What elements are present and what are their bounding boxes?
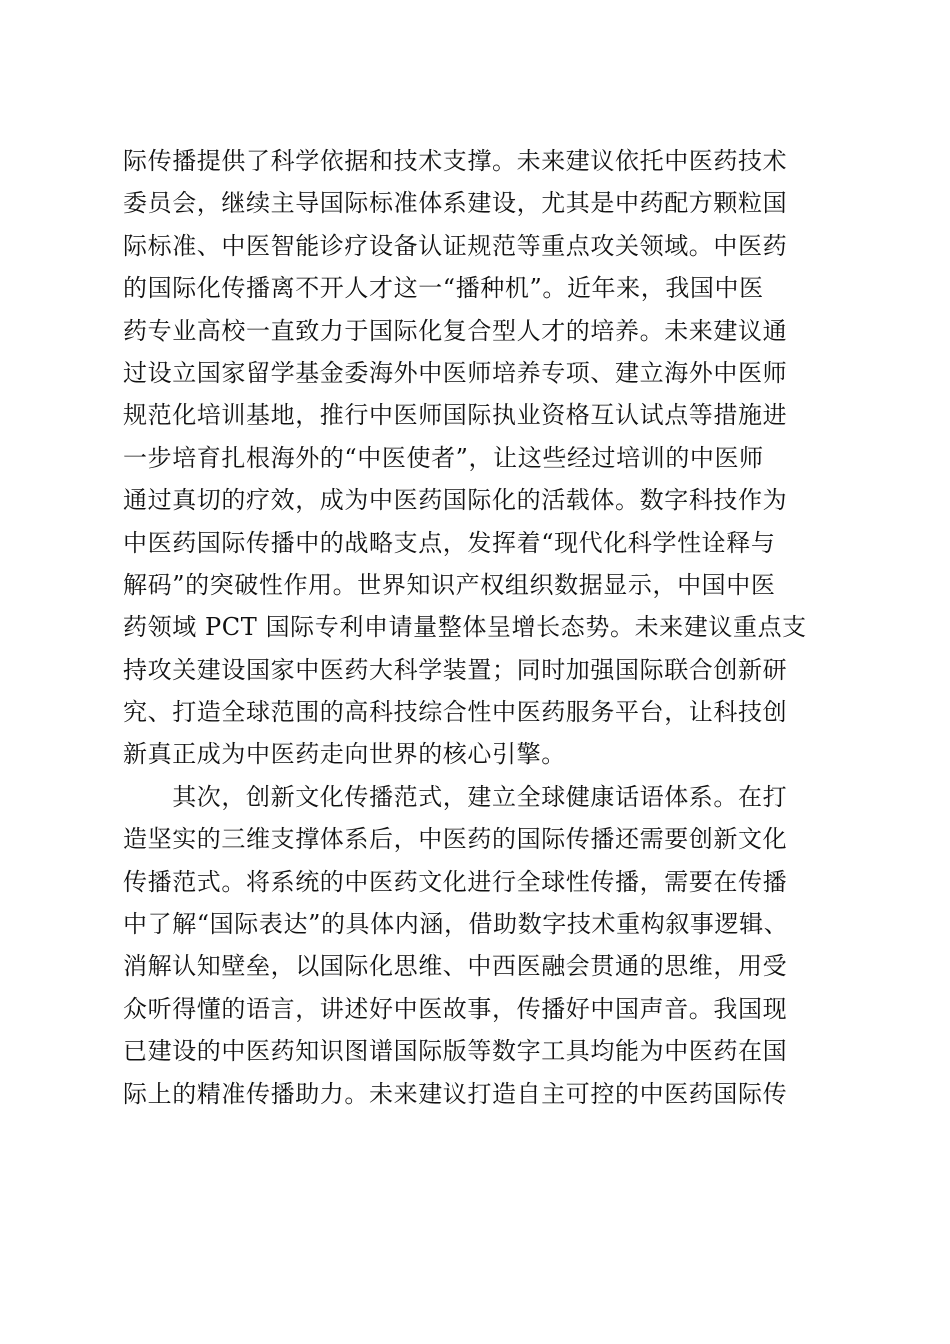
text-line: 过设立国家留学基金委海外中医师培养专项、建立海外中医师 [123, 358, 788, 387]
text-line: 的国际化传播离不开人才这一“播种机”。近年来，我国中医 [123, 274, 764, 303]
text-line: 药领域 PCT 国际专利申请量整体呈增长态势。未来建议重点支 [123, 613, 807, 642]
text-line: 规范化培训基地，推行中医师国际执业资格互认试点等措施进 [123, 401, 788, 430]
paragraph-1 [123, 140, 833, 776]
text-line: 究、打造全球范围的高科技综合性中医药服务平台，让科技创 [123, 698, 788, 727]
text-line: 传播范式。将系统的中医药文化进行全球性传播，需要在传播 [123, 867, 788, 896]
text-line: 解码”的突破性作用。世界知识产权组织数据显示，中国中医 [123, 570, 776, 599]
text-line: 其次，创新文化传播范式，建立全球健康话语体系。在打 [123, 782, 788, 811]
text-line: 消解认知壁垒，以国际化思维、中西医融会贯通的思维，用受 [123, 952, 788, 981]
text-line: 已建设的中医药知识图谱国际版等数字工具均能为中医药在国 [123, 1037, 788, 1066]
text-line: 际标准、中医智能诊疗设备认证规范等重点攻关领域。中医药 [123, 231, 788, 260]
text-line: 药专业高校一直致力于国际化复合型人才的培养。未来建议通 [123, 316, 788, 345]
text-line: 通过真切的疗效，成为中医药国际化的活载体。数字科技作为 [123, 486, 788, 515]
text-line: 际传播提供了科学依据和技术支撑。未来建议依托中医药技术 [123, 147, 788, 175]
text-line: 际上的精准传播助力。未来建议打造自主可控的中医药国际传 [123, 1079, 788, 1108]
text-line: 中了解“国际表达”的具体内涵，借助数字技术重构叙事逻辑、 [123, 910, 789, 939]
text-line: 委员会，继续主导国际标准体系建设，尤其是中药配方颗粒国 [123, 189, 788, 218]
text-line: 造坚实的三维支撑体系后，中医药的国际传播还需要创新文化 [123, 825, 788, 854]
body-text [123, 140, 833, 1115]
text-line: 中医药国际传播中的战略支点，发挥着“现代化科学性诠释与 [123, 528, 776, 557]
text-line: 持攻关建设国家中医药大科学装置；同时加强国际联合创新研 [123, 655, 788, 684]
paragraph-2 [123, 776, 833, 1115]
text-line: 新真正成为中医药走向世界的核心引擎。 [123, 740, 566, 769]
text-line: 众听得懂的语言，讲述好中医故事，传播好中国声音。我国现 [123, 994, 788, 1023]
text-line: 一步培育扎根海外的“中医使者”，让这些经过培训的中医师 [123, 443, 764, 472]
